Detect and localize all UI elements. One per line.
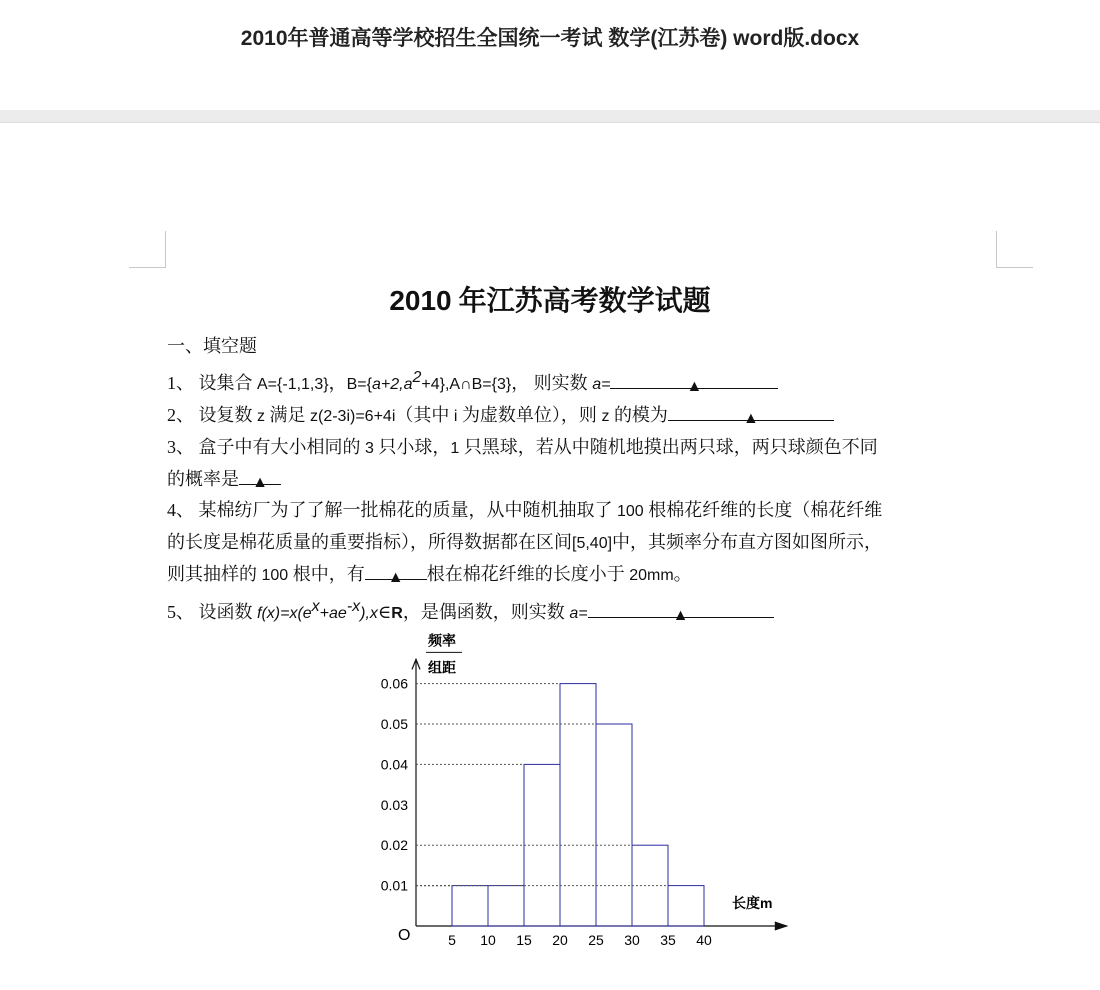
x-tick-label: 10 — [480, 932, 496, 948]
histogram-bar — [452, 886, 488, 926]
x-tick-label: 5 — [448, 932, 456, 948]
x-tick-label: 35 — [660, 932, 676, 948]
document-page[interactable] — [0, 123, 1100, 990]
title-year: 2010 — [389, 285, 452, 316]
triangle-marker-icon: ▲ — [743, 410, 759, 427]
y-axis-label-top: 频率 — [428, 632, 456, 649]
question-5: 5、 设函数 $f(x)=x(e^x+ae^{-x}),x\in R$，是偶函数，则实数 a= ▲ — [167, 591, 1002, 629]
x-axis-arrow-icon — [775, 922, 787, 930]
histogram-bar — [560, 684, 596, 926]
y-tick-label: 0.04 — [380, 756, 408, 773]
origin-label: O — [398, 927, 411, 944]
question-4: 4、 某棉纺厂为了了解一批棉花的质量，从中随机抽取了 100 根棉花纤维的长度（棉花纤维 — [167, 500, 883, 520]
histogram-bar — [596, 724, 632, 926]
question-1: 1、 设集合 A={-1,1,3}，$B=\{a+2,a^2+4\},A\cap B=\{3\}$， 则实数 a= ▲ — [167, 362, 1002, 400]
frequency-histogram — [0, 123, 1100, 990]
title-text: 年江苏高考数学试题 — [451, 286, 711, 317]
x-axis-label: 长度m — [732, 895, 773, 911]
y-tick-label: 0.02 — [380, 837, 408, 854]
triangle-marker-icon: ▲ — [387, 569, 404, 586]
x-tick-label: 30 — [624, 932, 640, 948]
x-tick-label: 15 — [516, 932, 532, 948]
y-axis-label-bottom: 组距 — [428, 659, 456, 676]
triangle-marker-icon: ▲ — [686, 378, 703, 395]
question-4-cont2: 则其抽样的 100 根中，有 ▲ 根在棉花纤维的长度小于 20mm。 — [167, 559, 1002, 591]
question-2: 2、 设复数 z 满足 z(2-3i)=6+4i（其中 i 为虚数单位），则 z 的模为 ▲ — [167, 400, 1002, 432]
triangle-marker-icon: ▲ — [252, 474, 268, 491]
y-tick-label: 0.06 — [380, 675, 408, 692]
x-tick-label: 40 — [696, 932, 712, 948]
triangle-marker-icon: ▲ — [672, 607, 689, 624]
title-bar — [0, 0, 1100, 110]
y-tick-label: 0.01 — [380, 877, 408, 894]
toolbar-divider — [0, 110, 1100, 123]
y-tick-label: 0.05 — [380, 716, 408, 732]
question-4-cont: 的长度是棉花质量的重要指标），所得数据都在区间[5,40]中，其频率分布直方图如图所示， — [167, 532, 883, 552]
question-3: 3、 盒子中有大小相同的 3 只小球，1 只黑球，若从中随机地摸出两只球，两只球颜色不同 — [167, 437, 878, 457]
x-tick-label: 20 — [552, 932, 568, 948]
question-3-cont: 的概率是 ▲ — [167, 464, 1002, 495]
histogram-bar — [668, 886, 704, 926]
y-tick-label: 0.03 — [380, 796, 408, 813]
document-filename: 2010年普通高等学校招生全国统一考试 数学(江苏卷) word版.docx — [240, 27, 860, 50]
histogram-bar — [488, 886, 524, 926]
x-tick-label: 25 — [588, 932, 604, 948]
section-heading: 一、填空题 — [167, 336, 257, 356]
